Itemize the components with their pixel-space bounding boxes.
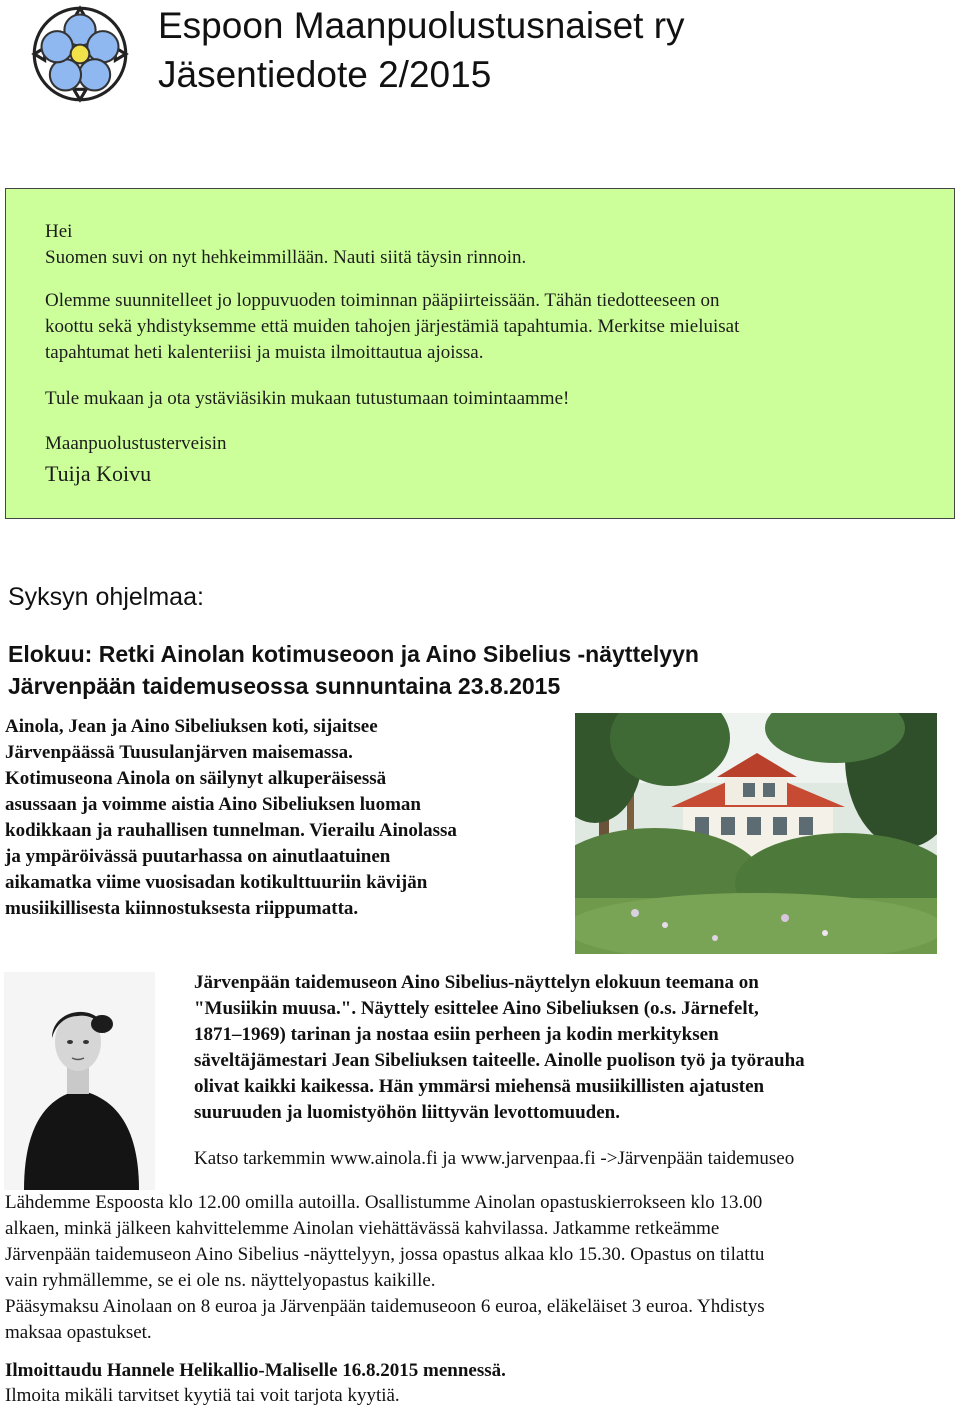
ainola-paragraph <box>5 714 457 922</box>
paragraph-line: "Musiikin muusa.". Näyttely esittelee Aino Sibeliuksen (o.s. Järnefelt, <box>194 998 759 1019</box>
greeting-line: Suomen suvi on nyt hehkeimmillään. Nauti siitä täysin rinnoin. <box>45 247 527 268</box>
paragraph-line: aikamatka viime vuosisadan kotikulttuuriin kävijän <box>5 872 428 893</box>
greeting-box <box>5 188 955 519</box>
greeting-line: koottu sekä yhdistyksemme että muiden tahojen järjestämiä tapahtumia. Merkitse mieluisat <box>45 316 740 337</box>
paragraph-line: Pääsymaksu Ainolaan on 8 euroa ja Järvenpään taidemuseoon 6 euroa, eläkeläiset 3 euroa. Yhdistys <box>5 1296 765 1317</box>
logo-flower-center <box>71 45 90 64</box>
paragraph-line: Järvenpään taidemuseon Aino Sibelius-näyttelyn elokuun teemana on <box>194 972 759 993</box>
exhibition-paragraph <box>194 970 805 1126</box>
greeting-line: tapahtumat heti kalenteriisi ja muista ilmoittautua ajoissa. <box>45 342 484 363</box>
newsletter-issue: Jäsentiedote 2/2015 <box>158 54 492 95</box>
see-more-links: Katso tarkemmin www.ainola.fi ja www.jarvenpaa.fi ->Järvenpään taidemuseo <box>194 1148 795 1169</box>
rides-note: Ilmoita mikäli tarvitset kyytiä tai voit tarjota kyytiä. <box>5 1385 400 1406</box>
paragraph-line: vain ryhmällemme, se ei ole ns. näyttelyopastus kaikille. <box>5 1270 436 1291</box>
paragraph-line: maksaa opastukset. <box>5 1322 152 1343</box>
ainola-house-photo <box>575 713 937 954</box>
greeting-invitation: Tule mukaan ja ota ystäviäsikin mukaan tutustumaan toimintaamme! <box>45 388 570 409</box>
paragraph-line: 1871–1969) tarinan ja nostaa esiin perheen ja kodin merkityksen <box>194 1024 719 1045</box>
paragraph-line: kodikkaan ja rauhallisen tunnelman. Vierailu Ainolassa <box>5 820 457 841</box>
registration-notice: Ilmoittaudu Hannele Helikallio-Maliselle 16.8.2015 mennessä. <box>5 1360 506 1381</box>
paragraph-line: Järvenpäässä Tuusulanjärven maisemassa. <box>5 742 353 763</box>
paragraph-line: ja ympäröivässä puutarhassa on ainutlaatuinen <box>5 846 391 867</box>
paragraph-line: alkaen, minkä jälkeen kahvittelemme Ainolan viehättävässä kahvilassa. Jatkamme retkeämme <box>5 1218 720 1239</box>
greeting-line: Hei <box>45 221 73 242</box>
greeting-line: Olemme suunnitelleet jo loppuvuoden toiminnan pääpiirteissään. Tähän tiedotteeseen on <box>45 290 720 311</box>
paragraph-line: musiikillisesta kiinnostuksesta riippumatta. <box>5 898 359 919</box>
event-title-date: Järvenpään taidemuseossa sunnuntaina 23.8.2015 <box>8 673 561 699</box>
paragraph-line: Järvenpään taidemuseon Aino Sibelius -näyttelyyn, jossa opastus alkaa klo 15.30. Opastus on tilattu <box>5 1244 765 1265</box>
trip-details <box>5 1190 765 1346</box>
paragraph-line: olivat kaikki kaikessa. Hän ymmärsi miehensä musiikillisten ajatusten <box>194 1076 765 1097</box>
greeting-signature: Tuija Koivu <box>45 461 152 486</box>
paragraph-line: suuruuden ja luomistyöhön liittyvän levottomuuden. <box>194 1102 620 1123</box>
newsletter-title: Espoon Maanpuolustusnaiset ry <box>158 5 685 46</box>
aino-sibelius-portrait <box>4 972 155 1190</box>
paragraph-line: säveltäjämestari Jean Sibeliuksen taiteelle. Ainolle puolison työ ja työrauha <box>194 1050 805 1071</box>
paragraph-line: asussaan ja voimme aistia Aino Sibeliuksen luoman <box>5 794 421 815</box>
section-title: Syksyn ohjelmaa: <box>8 583 204 611</box>
organization-logo <box>28 2 132 106</box>
paragraph-line: Lähdemme Espoosta klo 12.00 omilla autoilla. Osallistumme Ainolan opastuskierrokseen klo 13.00 <box>5 1192 763 1213</box>
event-title: Elokuu: Retki Ainolan kotimuseoon ja Aino Sibelius -näyttelyyn <box>8 641 699 667</box>
paragraph-line: Kotimuseona Ainola on säilynyt alkuperäisessä <box>5 768 387 789</box>
paragraph-line: Ainola, Jean ja Aino Sibeliuksen koti, sijaitsee <box>5 716 378 737</box>
greeting-closing: Maanpuolustusterveisin <box>45 433 227 454</box>
